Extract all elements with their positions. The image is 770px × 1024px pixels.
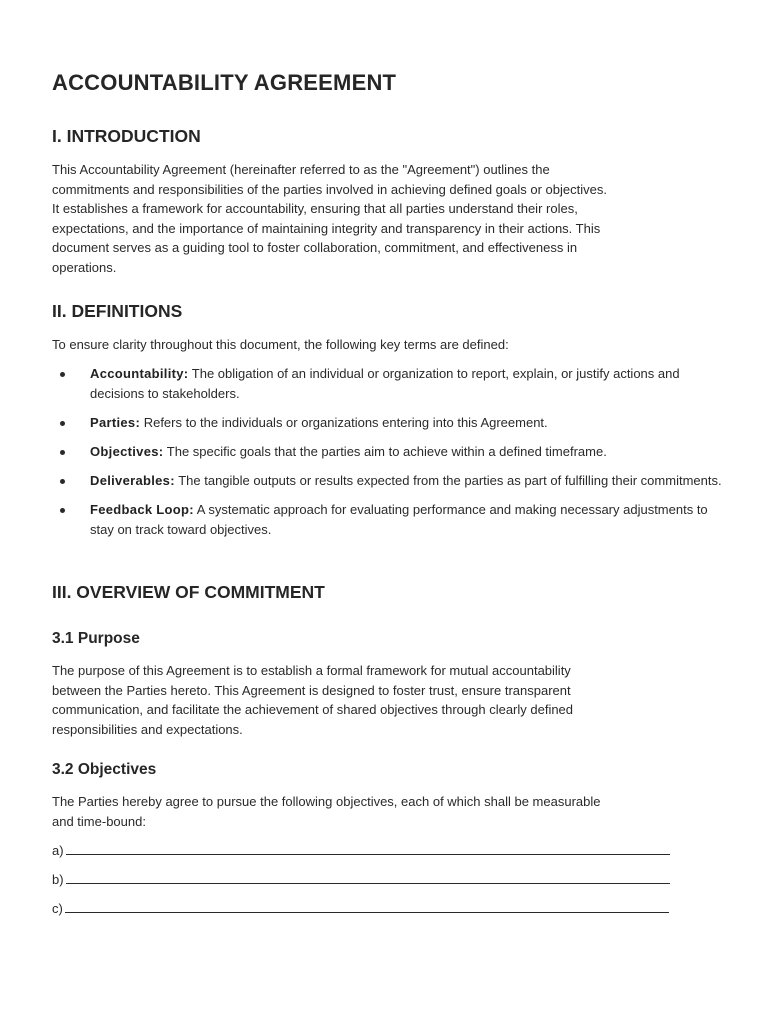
definition-text: Refers to the individuals or organizations entering into this Agreement. xyxy=(140,414,548,430)
fill-in-line[interactable] xyxy=(66,841,670,855)
definition-term: Deliverables: xyxy=(90,472,175,488)
objective-blank-c[interactable] xyxy=(52,899,669,919)
definition-text: The obligation of an individual or organization to report, explain, or justify actions and decisions to stakeholders. xyxy=(90,366,680,401)
definition-text: The specific goals that the parties aim to achieve within a defined timeframe. xyxy=(163,443,607,459)
fill-in-line[interactable] xyxy=(66,870,670,884)
definitions-list xyxy=(52,364,724,549)
objective-label: b) xyxy=(52,872,64,887)
definition-item-objectives xyxy=(52,442,724,462)
document-title: ACCOUNTABILITY AGREEMENT xyxy=(52,70,397,95)
purpose-heading: 3.1 Purpose xyxy=(52,630,140,647)
objectives-paragraph: The Parties hereby agree to pursue the following objectives, each of which shall be measurable and time-bound: xyxy=(52,794,601,829)
definition-item-accountability xyxy=(52,364,724,403)
objective-blank-a[interactable] xyxy=(52,841,670,861)
definitions-intro: To ensure clarity throughout this document, the following key terms are defined: xyxy=(52,337,509,352)
bullet-icon xyxy=(60,372,65,377)
objective-label: a) xyxy=(52,843,64,858)
definitions-heading: II. DEFINITIONS xyxy=(52,301,183,321)
definition-item-parties xyxy=(52,413,724,433)
bullet-icon xyxy=(60,421,65,426)
introduction-paragraph: This Accountability Agreement (hereinafter referred to as the "Agreement") outlines the commitments and responsibilities of the parties involved in achieving defined goals or objectives. It establishes a framework for accountability, ensuring that all parties understand their roles, expectations, and the importance of maintaining integrity and transparency in their actions. This document serves as a guiding tool to foster collaboration, commitment, and effectiveness in operations. xyxy=(52,162,607,275)
bullet-icon xyxy=(60,450,65,455)
purpose-paragraph: The purpose of this Agreement is to establish a formal framework for mutual accountability between the Parties hereto. This Agreement is designed to foster trust, ensure transparent communication, and facilitate the achievement of shared objectives through clearly defined responsibilities and expectations. xyxy=(52,663,574,737)
definition-item-feedback-loop xyxy=(52,500,724,539)
objective-blank-b[interactable] xyxy=(52,870,670,890)
definition-term: Accountability: xyxy=(90,366,189,381)
objectives-heading: 3.2 Objectives xyxy=(52,761,157,778)
overview-heading: III. OVERVIEW OF COMMITMENT xyxy=(52,582,325,602)
bullet-icon xyxy=(60,479,65,484)
definition-term: Parties: xyxy=(90,414,141,430)
definition-term: Objectives: xyxy=(90,443,164,459)
fill-in-line[interactable] xyxy=(65,899,669,913)
definition-text: The tangible outputs or results expected from the parties as part of fulfilling their commitments. xyxy=(174,472,722,488)
bullet-icon xyxy=(60,508,65,513)
objective-label: c) xyxy=(52,901,63,916)
definition-item-deliverables xyxy=(52,471,724,491)
definition-text: A systematic approach for evaluating performance and making necessary adjustments to stay on track toward objectives. xyxy=(90,501,708,537)
definition-term: Feedback Loop: xyxy=(90,501,194,517)
introduction-heading: I. INTRODUCTION xyxy=(52,126,201,146)
